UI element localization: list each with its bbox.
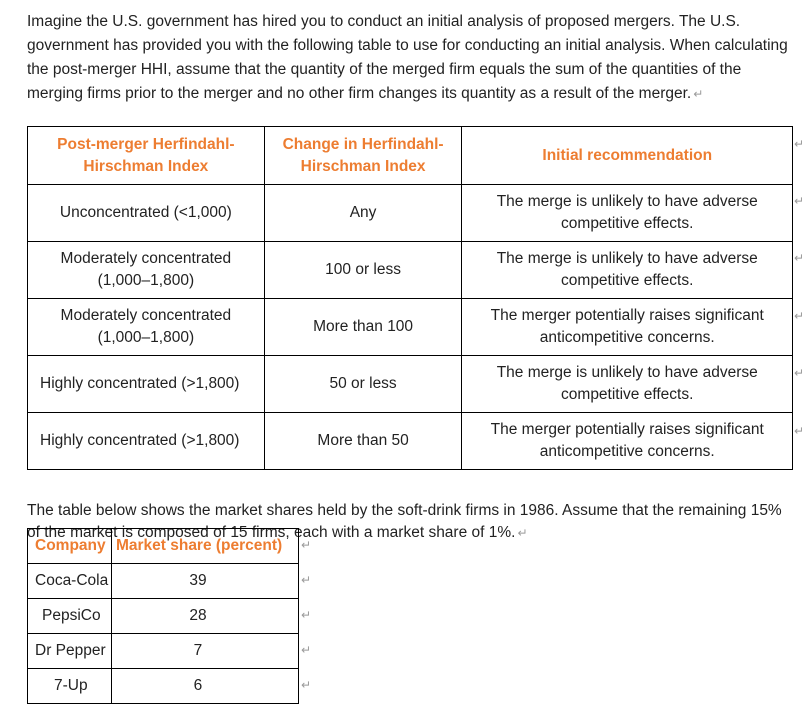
table-row [28, 564, 299, 599]
row-end-mark-icon: ↵ [301, 678, 312, 692]
row-end-mark-icon: ↵ [794, 366, 805, 380]
cell-change: More than 50 [264, 413, 462, 470]
cell-post-merger: Moderately concentrated (1,000–1,800) [28, 299, 265, 356]
cell-recommendation: The merger potentially raises significant anticompetitive concerns. [462, 299, 793, 356]
table-row [28, 356, 793, 413]
cell-company: PepsiCo [28, 599, 112, 634]
paragraph-mark-icon: ↵ [693, 86, 704, 101]
hhi-guidelines-table [27, 126, 793, 470]
cell-recommendation: The merge is unlikely to have adverse competitive effects. [462, 356, 793, 413]
cell-share: 6 [111, 669, 298, 704]
table-row [28, 242, 793, 299]
cell-change: 50 or less [264, 356, 462, 413]
header-recommendation: Initial recommendation [462, 127, 793, 185]
row-end-mark-icon: ↵ [301, 573, 312, 587]
row-end-mark-icon: ↵ [794, 251, 805, 265]
row-end-mark-icon: ↵ [794, 424, 805, 438]
cell-company: Dr Pepper [28, 634, 112, 669]
row-end-mark-icon: ↵ [301, 608, 312, 622]
table-row [28, 299, 793, 356]
row-end-mark-icon: ↵ [301, 538, 312, 552]
header-change-hhi: Change in Herfindahl-Hirschman Index [264, 127, 462, 185]
header-company: Company [28, 529, 112, 564]
cell-company: Coca-Cola [28, 564, 112, 599]
table-row [28, 599, 299, 634]
header-post-merger-hhi: Post-merger Herfindahl-Hirschman Index [28, 127, 265, 185]
cell-change: More than 100 [264, 299, 462, 356]
row-end-mark-icon: ↵ [794, 309, 805, 323]
row-end-mark-icon: ↵ [301, 643, 312, 657]
cell-change: Any [264, 185, 462, 242]
table-row [28, 185, 793, 242]
cell-post-merger: Highly concentrated (>1,800) [28, 356, 265, 413]
cell-post-merger: Moderately concentrated (1,000–1,800) [28, 242, 265, 299]
paragraph-mark-icon: ↵ [517, 525, 528, 540]
cell-recommendation: The merge is unlikely to have adverse competitive effects. [462, 185, 793, 242]
cell-share: 7 [111, 634, 298, 669]
cell-change: 100 or less [264, 242, 462, 299]
table-row [28, 669, 299, 704]
cell-recommendation: The merge is unlikely to have adverse competitive effects. [462, 242, 793, 299]
cell-post-merger: Highly concentrated (>1,800) [28, 413, 265, 470]
market-share-table [27, 528, 299, 704]
table-row [28, 413, 793, 470]
cell-share: 28 [111, 599, 298, 634]
intro-paragraph: Imagine the U.S. government has hired you to conduct an initial analysis of proposed mergers. The U.S. government has provided you with the following table to use for conducting an initial analysis. When calculating the post-merger HHI, assume that the quantity of the merged firm equals the sum of the quantities of the merging firms prior to the merger and no other firm changes its quantity as a result of the merger. ↵ [27, 12, 788, 102]
cell-share: 39 [111, 564, 298, 599]
header-market-share: Market share (percent) [111, 529, 298, 564]
cell-post-merger: Unconcentrated (<1,000) [28, 185, 265, 242]
row-end-mark-icon: ↵ [794, 194, 805, 208]
market-share-paragraph: The table below shows the market shares held by the soft-drink firms in 1986. Assume that the remaining 15% of the market is composed of 15 firms, each with a market share of 1%. ↵ [27, 501, 782, 541]
table-header-row [28, 127, 793, 185]
table-row [28, 634, 299, 669]
row-end-mark-icon: ↵ [794, 137, 805, 151]
cell-company: 7-Up [28, 669, 112, 704]
table-header-row [28, 529, 299, 564]
cell-recommendation: The merger potentially raises significant anticompetitive concerns. [462, 413, 793, 470]
